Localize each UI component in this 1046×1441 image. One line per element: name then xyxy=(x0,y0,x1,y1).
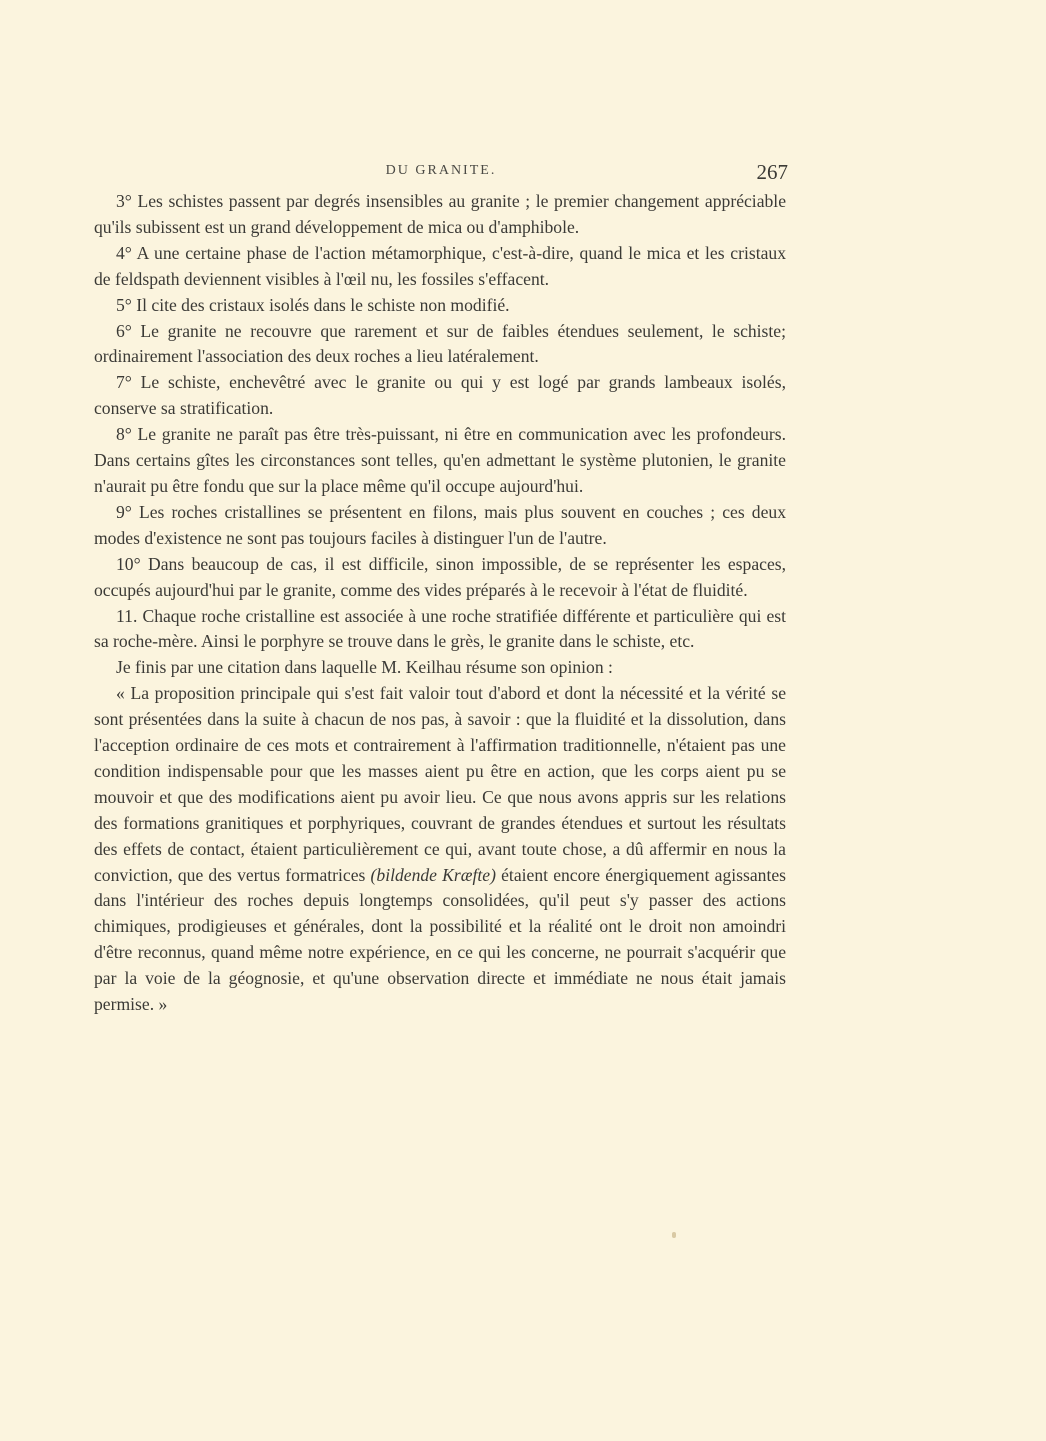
paragraph-3 xyxy=(94,189,786,241)
page-number: 267 xyxy=(756,160,788,184)
paragraph-11 xyxy=(94,604,786,656)
paragraph-6 xyxy=(94,319,786,371)
paragraph-text: Le granite ne paraît pas être très-puissant, ni être en communication avec les profondeurs. Dans certains gîtes les circonstances sont telles, qu'en admettant le système plutonien, le granite n'aurait pu être fondu que sur la place même qu'il occupe aujourd'hui. xyxy=(94,424,786,496)
running-title: DU GRANITE. xyxy=(385,163,497,178)
paragraph-intro-quote xyxy=(94,655,786,681)
paragraph-5 xyxy=(94,293,786,319)
quotation-paragraph xyxy=(94,681,786,1018)
item-number: 4° xyxy=(116,242,132,263)
item-number: 11. xyxy=(116,605,138,626)
paragraph-7 xyxy=(94,370,786,422)
paragraph-text: Je finis par une citation dans laquelle M. Keilhau résume son opinion : xyxy=(116,657,613,678)
item-number: 6° xyxy=(116,320,132,341)
item-number: 8° xyxy=(116,424,132,445)
item-number: 3° xyxy=(116,191,132,211)
paragraph-text: Les schistes passent par degrés insensibles au granite ; le premier changement appréciable qu'ils subissent est un grand développement de mica ou d'amphibole. xyxy=(94,191,786,237)
item-number: 7° xyxy=(116,372,132,393)
paragraph-text: Il cite des cristaux isolés dans le schiste non modifié. xyxy=(131,294,510,315)
paragraph-9 xyxy=(94,500,786,552)
item-number: 10° xyxy=(116,553,141,574)
paragraph-text: Le granite ne recouvre que rarement et sur de faibles étendues seulement, le schiste; ordinairement l'association des deux roches a lieu latéralement. xyxy=(94,320,786,367)
paragraph-text: Chaque roche cristalline est associée à une roche stratifiée différente et particulière qui est sa roche-mère. Ainsi le porphyre se trouve dans le grès, le granite dans le schiste, etc. xyxy=(94,605,786,652)
paragraph-4 xyxy=(94,241,786,293)
paragraph-text: Dans beaucoup de cas, il est difficile, sinon impossible, de se représenter les espaces, occupés aujourd'hui par le granite, comme des vides préparés à le recevoir à l'état de fluidité. xyxy=(94,553,786,600)
body-text xyxy=(94,189,786,1018)
paragraph-text: Les roches cristallines se présentent en filons, mais plus souvent en couches ; ces deux modes d'existence ne sont pas toujours faciles à distinguer l'un de l'autre. xyxy=(94,501,786,548)
item-number: 5° xyxy=(116,294,132,315)
paragraph-text: Le schiste, enchevêtré avec le granite ou qui y est logé par grands lambeaux isolés, conserve sa stratification. xyxy=(94,372,786,419)
paragraph-10 xyxy=(94,552,786,604)
running-head xyxy=(94,160,788,184)
quote-text-end: étaient encore énergiquement agissantes dans l'intérieur des roches depuis longtemps consolidées, qu'il peut s'y passer des actions chimiques, prodigieuses et générales, dont la possibilité et la réalité ont le droit non amoindri d'être reconnus, quand même notre expérience, en ce qui les concerne, ne pourrait s'acquérir que par la voie de la géognosie, et qu'une observation directe et immédiate ne nous était jamais permise. » xyxy=(94,864,786,1015)
quote-text-start: « La proposition principale qui s'est fait valoir tout d'abord et dont la nécessité et la vérité se sont présentées dans la suite à chacun de nos pas, à savoir : que la fluidité et la dissolution, dans l'acception ordinaire de ces mots et contrairement à l'affirmation traditionnelle, n'étaient pas une condition indispensable pour que les masses aient pu être en action, que les corps aient pu se mouvoir et que des modifications aient pu avoir lieu. Ce que nous avons appris sur les relations des formations granitiques et porphyriques, couvrant de grandes étendues et surtout les résultats des effets de contact, étaient particulièrement ce qui, avant toute chose, a dû affermir en nous la conviction, que des vertus formatrices xyxy=(94,683,786,885)
paragraph-8 xyxy=(94,422,786,500)
paper-speck xyxy=(672,1232,676,1238)
item-number: 9° xyxy=(116,501,132,522)
quote-italic-term: (bildende Kræfte) xyxy=(370,864,496,885)
paragraph-text: A une certaine phase de l'action métamorphique, c'est-à-dire, quand le mica et les cristaux de feldspath deviennent visibles à l'œil nu, les fossiles s'effacent. xyxy=(94,242,786,289)
